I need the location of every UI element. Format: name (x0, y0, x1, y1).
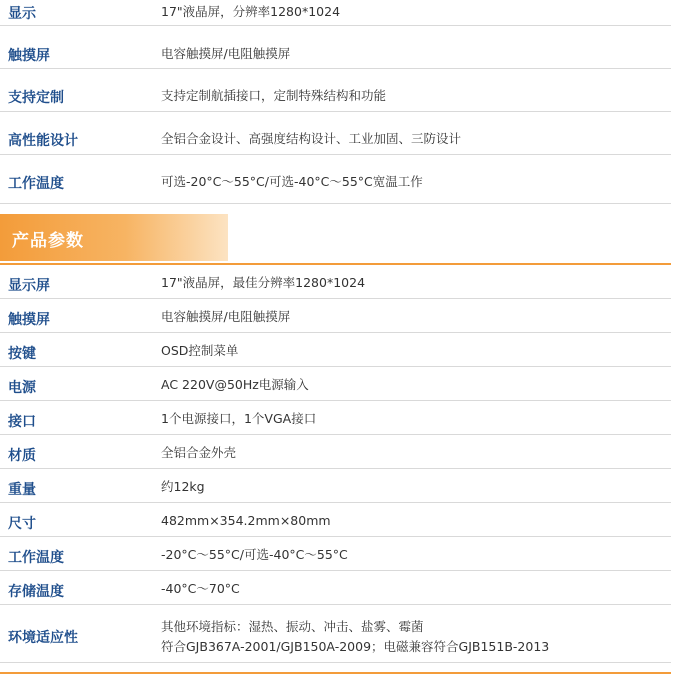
table-row (0, 112, 671, 155)
table-row (0, 469, 671, 503)
row-label: 支持定制 (8, 90, 64, 106)
row-value-line2: 符合GJB367A-2001/GJB150A-2009；电磁兼容符合GJB151B-2013 (161, 639, 550, 654)
row-label: 环境适应性 (8, 630, 78, 646)
row-label: 存储温度 (8, 584, 64, 600)
table-row (0, 367, 671, 401)
row-label: 接口 (8, 414, 36, 430)
table-row (0, 299, 671, 333)
row-value: 电容触摸屏/电阻触摸屏 (161, 46, 291, 61)
row-value: AC 220V@50Hz电源输入 (161, 377, 309, 392)
row-label: 触摸屏 (8, 48, 50, 64)
table-row (0, 537, 671, 571)
row-value: 约12kg (161, 479, 205, 494)
row-label: 工作温度 (8, 176, 64, 192)
row-label: 材质 (8, 448, 36, 464)
section-title: 产品参数 (12, 231, 84, 251)
row-value: -40°C～70°C (161, 581, 240, 596)
table-row (0, 69, 671, 112)
row-value-line1: 其他环境指标：湿热、振动、冲击、盐雾、霉菌 (161, 619, 424, 634)
row-label: 触摸屏 (8, 312, 50, 328)
table-row (0, 435, 671, 469)
row-value: 17"液晶屏，分辨率1280*1024 (161, 4, 341, 19)
row-value: 482mm×354.2mm×80mm (161, 513, 331, 528)
row-value: OSD控制菜单 (161, 343, 239, 358)
table-row (0, 0, 671, 26)
table-row (0, 155, 671, 204)
row-value: 全铝合金外壳 (161, 445, 237, 460)
row-value: 电容触摸屏/电阻触摸屏 (161, 309, 291, 324)
section-header-banner (0, 214, 228, 261)
table-row (0, 26, 671, 69)
row-label: 尺寸 (8, 516, 36, 532)
row-label: 按键 (8, 346, 36, 362)
row-value: 全铝合金设计、高强度结构设计、工业加固、三防设计 (161, 131, 462, 146)
table-row (0, 401, 671, 435)
table-row (0, 605, 671, 663)
bottom-divider (0, 672, 671, 674)
row-label: 显示 (8, 6, 36, 22)
row-label: 显示屏 (8, 278, 50, 294)
row-value: -20°C～55°C/可选-40°C～55°C (161, 547, 348, 562)
table-row (0, 333, 671, 367)
table-row (0, 503, 671, 537)
row-label: 电源 (8, 380, 36, 396)
table-row (0, 265, 671, 299)
row-label: 工作温度 (8, 550, 64, 566)
row-value: 支持定制航插接口，定制特殊结构和功能 (161, 88, 387, 103)
table-row (0, 571, 671, 605)
row-label: 重量 (8, 482, 36, 498)
row-label: 高性能设计 (8, 133, 78, 149)
row-value: 17"液晶屏，最佳分辨率1280*1024 (161, 275, 366, 290)
row-value: 可选-20°C～55°C/可选-40°C～55°C宽温工作 (161, 174, 423, 189)
row-value: 1个电源接口，1个VGA接口 (161, 411, 317, 426)
